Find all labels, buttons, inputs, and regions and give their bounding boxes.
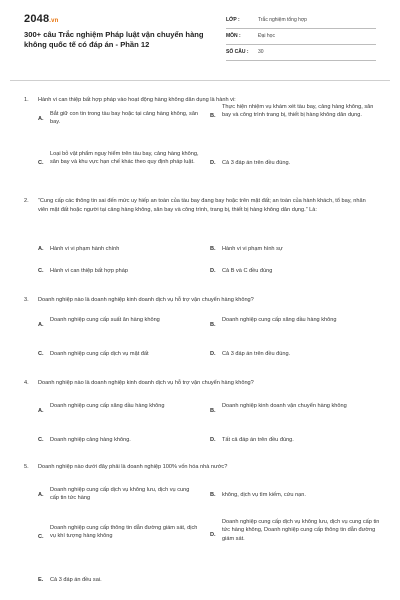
- meta-row-subject: [226, 29, 376, 45]
- option-letter: A.: [38, 246, 44, 252]
- option-letter: C.: [38, 437, 44, 443]
- question-number: 3.: [24, 297, 29, 303]
- option-c[interactable]: [38, 436, 204, 446]
- option-d[interactable]: [210, 350, 380, 360]
- option-letter: C.: [38, 351, 44, 357]
- option-text: Doanh nghiệp cung cấp thông tin dẫn đường giám sát, dịch vụ khí tượng hàng không: [50, 525, 198, 540]
- page-header: [0, 0, 400, 75]
- option-letter: D.: [210, 351, 216, 357]
- option-b[interactable]: [210, 103, 380, 129]
- option-d[interactable]: [210, 518, 380, 552]
- option-c[interactable]: [38, 524, 204, 550]
- site-logo[interactable]: [24, 13, 59, 25]
- option-text: Hành vi vi phạm hành chính: [50, 246, 120, 252]
- option-letter: A.: [38, 408, 44, 414]
- option-text: Thực hiện nhiệm vụ khám xét tàu bay, cảng hàng không, sân bay và công trình trang bị, thiết bị hàng không dân dụng.: [222, 104, 374, 119]
- option-c[interactable]: [38, 350, 204, 360]
- option-text: Cả 3 đáp án trên đều đúng.: [222, 160, 291, 166]
- option-letter: B.: [210, 322, 216, 328]
- meta-key: LỚP :: [226, 17, 240, 23]
- option-text: Doanh nghiệp kinh doanh vận chuyển hàng không: [222, 403, 347, 409]
- option-text: Doanh nghiệp cung cấp dịch vụ không lưu, dịch vụ cung cấp tin tức hàng: [50, 487, 190, 502]
- question-number: 2.: [24, 198, 29, 204]
- option-text: Cả 3 đáp án đều sai.: [50, 577, 102, 583]
- option-letter: A.: [38, 322, 44, 328]
- option-b[interactable]: [210, 316, 380, 334]
- option-text: Hành vi can thiệp bất hợp pháp: [50, 268, 128, 274]
- option-text: Cả 3 đáp án trên đều đúng.: [222, 351, 291, 357]
- question-text: “Cung cấp các thông tin sai đến mức uy hiếp an toàn của tàu bay đang bay hoặc trên mặt đất; an toàn của hành khách, tổ bay, nhân viên mặt đất hoặc người tại cảng hàng không, sân bay và công trình, trang bị, thiết bị hàng không dân dụng.” Là:: [38, 198, 366, 213]
- option-letter: B.: [210, 113, 216, 119]
- question-text: Hành vi can thiệp bất hợp pháp vào hoạt động hàng không dân dụng là hành vi:: [38, 97, 236, 103]
- option-text: Doanh nghiệp cung cấp xăng dầu hàng không: [222, 317, 337, 323]
- option-a[interactable]: [38, 316, 204, 334]
- option-letter: D.: [210, 532, 216, 538]
- meta-value: 30: [258, 49, 264, 55]
- option-text: Tất cả đáp án trên đều đúng.: [222, 437, 294, 443]
- option-letter: C.: [38, 534, 44, 540]
- option-text: Doanh nghiệp cung cấp dịch vụ không lưu, dịch vụ cung cấp tin tức hàng không, Doanh nghiệp cung cấp thông tin dẫn đường giám sát.: [222, 519, 380, 542]
- option-c[interactable]: [38, 150, 204, 176]
- option-a[interactable]: [38, 110, 204, 128]
- option-d[interactable]: [210, 267, 380, 277]
- logo-text: 2048: [24, 13, 50, 25]
- option-b[interactable]: [210, 402, 380, 420]
- question-text: Doanh nghiệp nào là doanh nghiệp kinh doanh dịch vụ hỗ trợ vận chuyển hàng không?: [38, 380, 254, 386]
- option-e[interactable]: [38, 576, 204, 586]
- option-b[interactable]: [210, 491, 380, 501]
- logo-suffix: .vn: [49, 18, 59, 24]
- option-d[interactable]: [210, 436, 380, 446]
- option-letter: C.: [38, 160, 44, 166]
- option-text: Doanh nghiệp cảng hàng không.: [50, 437, 131, 443]
- option-a[interactable]: [38, 402, 204, 420]
- meta-key: SỐ CÂU :: [226, 49, 249, 55]
- question-number: 4.: [24, 380, 29, 386]
- option-letter: D.: [210, 437, 216, 443]
- meta-key: MÔN :: [226, 33, 241, 39]
- option-letter: D.: [210, 268, 216, 274]
- header-divider: [10, 80, 390, 81]
- option-text: Cả B và C đều đúng: [222, 268, 273, 274]
- option-d[interactable]: [210, 159, 380, 169]
- option-text: Loại bỏ vật phẩm nguy hiểm trên tàu bay, cảng hàng không, sân bay và khu vực hạn chế khác theo quy định pháp luật.: [50, 151, 199, 166]
- meta-row-count: [226, 45, 376, 61]
- question-number: 5.: [24, 464, 29, 470]
- option-text: Bắt giữ con tin trong tàu bay hoặc tại cảng hàng không, sân bay.: [50, 111, 199, 126]
- option-text: Doanh nghiệp cung cấp dịch vụ mặt đất: [50, 351, 149, 357]
- option-b[interactable]: [210, 245, 380, 255]
- option-a[interactable]: [38, 245, 204, 255]
- option-text: Doanh nghiệp cung cấp xăng dầu hàng không: [50, 403, 165, 409]
- option-letter: A.: [38, 492, 44, 498]
- option-text: Doanh nghiệp cung cấp suất ăn hàng không: [50, 317, 160, 323]
- option-letter: C.: [38, 268, 44, 274]
- meta-value: Trắc nghiệm tổng hợp: [258, 17, 307, 23]
- option-letter: D.: [210, 160, 216, 166]
- question-text: Doanh nghiệp nào là doanh nghiệp kinh doanh dịch vụ hỗ trợ vận chuyển hàng không?: [38, 297, 254, 303]
- option-letter: B.: [210, 408, 216, 414]
- option-letter: B.: [210, 246, 216, 252]
- meta-value: Đại học: [258, 33, 275, 39]
- option-text: không, dịch vụ tìm kiếm, cứu nạn.: [222, 492, 306, 498]
- document-title: 300+ câu Trắc nghiệm Pháp luật vận chuyển hàng không quốc tế có đáp án - Phần 12: [24, 30, 204, 49]
- option-letter: A.: [38, 116, 44, 122]
- question-text: Doanh nghiệp nào dưới đây phải là doanh nghiệp 100% vốn hóa nhà nước?: [38, 464, 228, 470]
- option-letter: B.: [210, 492, 216, 498]
- meta-row-class: [226, 13, 376, 29]
- question-number: 1.: [24, 97, 29, 103]
- option-text: Hành vi vi phạm hình sự: [222, 246, 283, 252]
- option-c[interactable]: [38, 267, 204, 277]
- option-a[interactable]: [38, 486, 204, 504]
- option-letter: E.: [38, 577, 44, 583]
